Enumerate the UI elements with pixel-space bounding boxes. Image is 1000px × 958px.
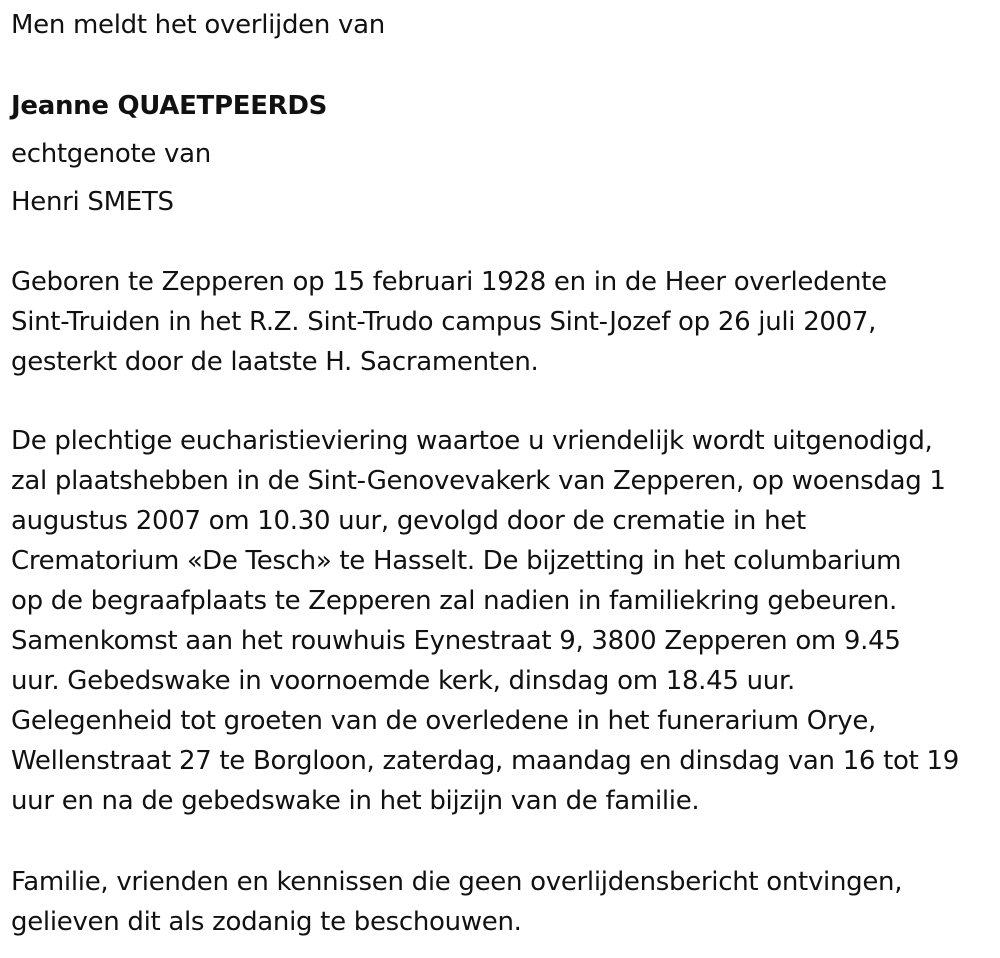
deceased-name: Jeanne QUAETPEERDS — [11, 91, 328, 121]
intro-text: Men meldt het overlijden van — [11, 10, 385, 40]
paragraph-line: De plechtige eucharistieviering waartoe u vriendelijk wordt uitgenodigd, — [11, 426, 933, 456]
paragraph-line: Samenkomst aan het rouwhuis Eynestraat 9, 3800 Zepperen om 9.45 — [11, 626, 901, 656]
closing-paragraph — [11, 862, 902, 942]
spouse-label: echtgenote van — [11, 139, 211, 169]
spouse-name: Henri SMETS — [11, 187, 174, 217]
paragraph-line: Familie, vrienden en kennissen die geen overlijdensbericht ontvingen, — [11, 867, 903, 897]
paragraph-line: gesterkt door de laatste H. Sacramenten. — [11, 347, 539, 377]
paragraph-line: Gelegenheid tot groeten van de overledene in het funerarium Orye, — [11, 706, 877, 736]
paragraph-line: gelieven dit als zodanig te beschouwen. — [11, 907, 522, 937]
paragraph-line: op de begraafplaats te Zepperen zal nadien in familiekring gebeuren. — [11, 586, 898, 616]
paragraph-line: Geboren te Zepperen op 15 februari 1928 en in de Heer overledente — [11, 267, 887, 297]
birth-death-paragraph — [11, 262, 887, 382]
paragraph-line: Wellenstraat 27 te Borgloon, zaterdag, maandag en dinsdag van 16 tot 19 — [11, 746, 959, 776]
paragraph-line: uur en na de gebedswake in het bijzijn van de familie. — [11, 786, 700, 816]
paragraph-line: Sint-Truiden in het R.Z. Sint-Trudo campus Sint-Jozef op 26 juli 2007, — [11, 307, 877, 337]
paragraph-line: zal plaatshebben in de Sint-Genovevakerk van Zepperen, op woensdag 1 — [11, 466, 946, 496]
ceremony-paragraph — [11, 421, 959, 821]
paragraph-line: uur. Gebedswake in voornoemde kerk, dinsdag om 18.45 uur. — [11, 666, 795, 696]
paragraph-line: Crematorium «De Tesch» te Hasselt. De bijzetting in het columbarium — [11, 546, 902, 576]
paragraph-line: augustus 2007 om 10.30 uur, gevolgd door de crematie in het — [11, 506, 806, 536]
